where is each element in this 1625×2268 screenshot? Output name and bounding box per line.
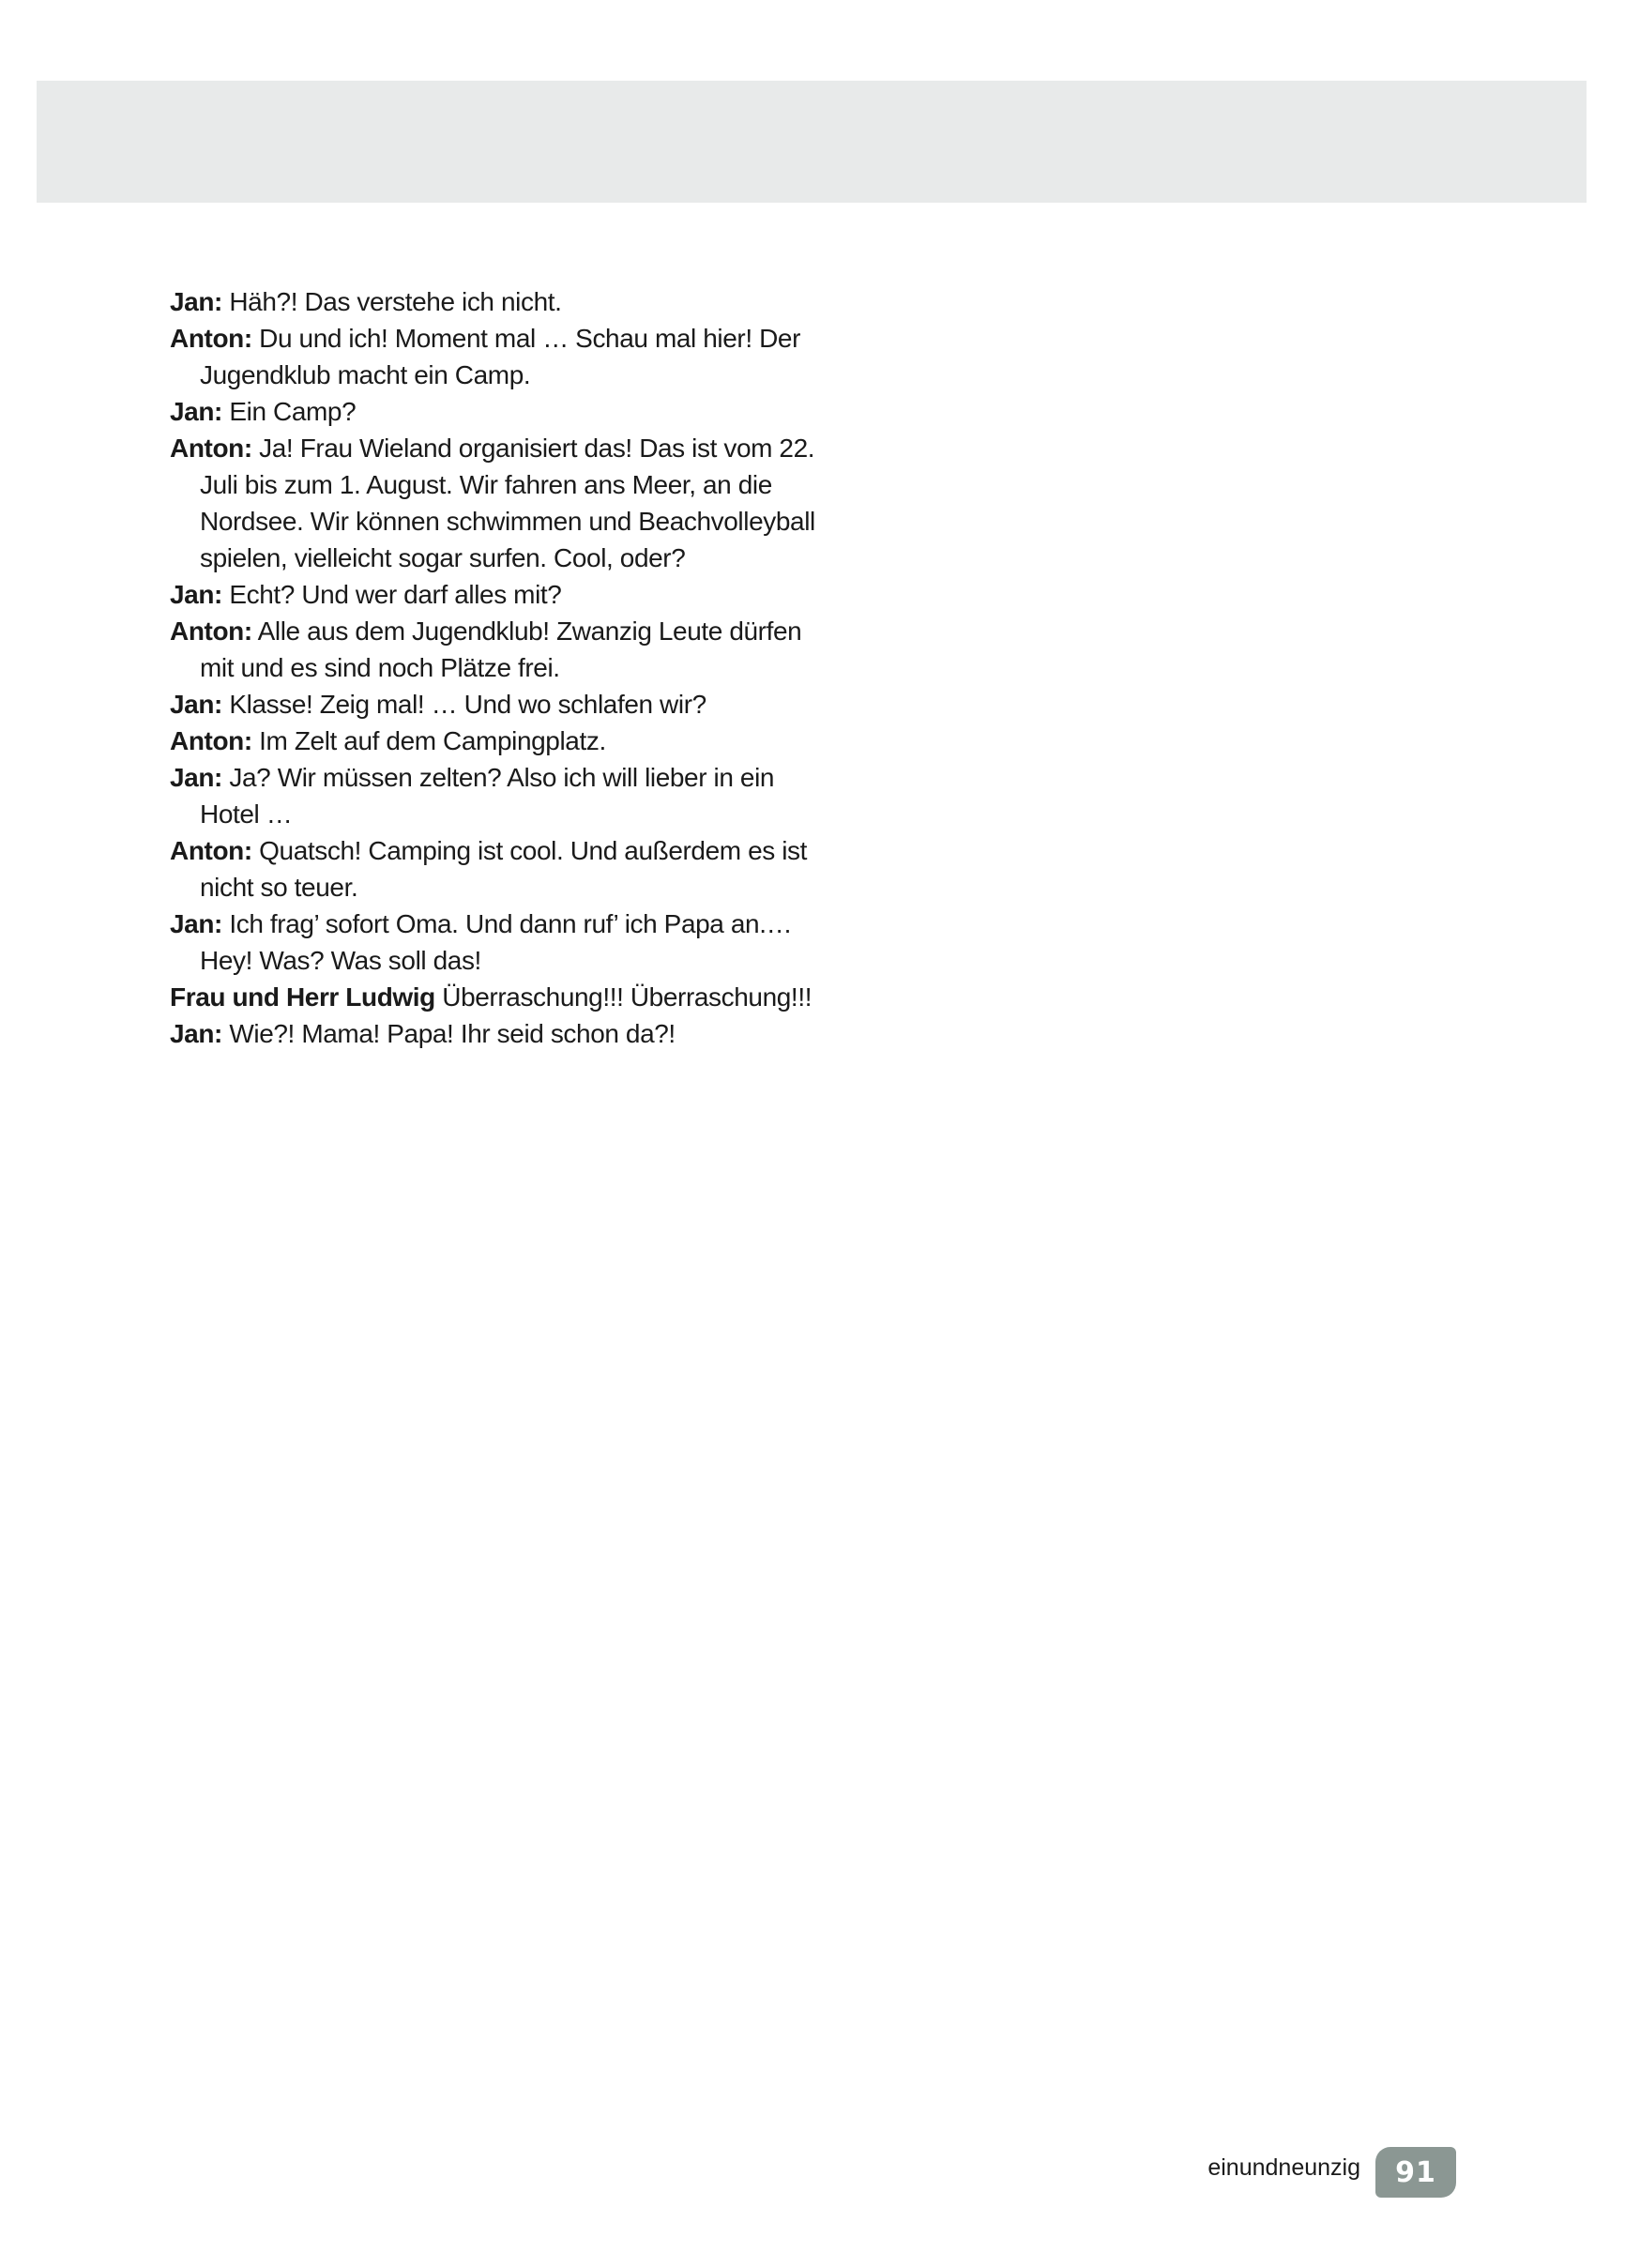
page-number-badge: 91 [1375, 2147, 1456, 2198]
speaker-name: Jan: [170, 690, 222, 719]
dialogue-line [170, 979, 827, 1015]
line-text: Alle aus dem Jugendklub! Zwanzig Leute dürfen mit und es sind noch Plätze frei. [200, 616, 802, 682]
line-text: Quatsch! Camping ist cool. Und außerdem es ist nicht so teuer. [200, 836, 808, 902]
line-text: Ja! Frau Wieland organisiert das! Das ist vom 22. Juli bis zum 1. August. Wir fahren ans Meer, an die Nordsee. Wir können schwimmen und Beachvolleyball spielen, vielleicht sogar surfen. Cool, oder? [200, 434, 815, 572]
speaker-name: Jan: [170, 287, 222, 316]
dialogue-line [170, 576, 827, 613]
dialogue-line [170, 320, 827, 393]
line-text: Klasse! Zeig mal! … Und wo schlafen wir? [221, 690, 706, 719]
dialogue-line [170, 393, 827, 430]
dialogue-line [170, 613, 827, 686]
dialogue-line [170, 1015, 827, 1052]
dialogue-line [170, 430, 827, 576]
speaker-name: Frau und Herr Ludwig [170, 982, 435, 1012]
speaker-name: Jan: [170, 763, 222, 792]
speaker-name: Anton: [170, 434, 252, 463]
speaker-name: Anton: [170, 836, 252, 865]
line-text: Ja? Wir müssen zelten? Also ich will lieber in ein Hotel … [200, 763, 775, 829]
speaker-name: Jan: [170, 909, 222, 938]
speaker-name: Anton: [170, 616, 252, 646]
line-text: Häh?! Das verstehe ich nicht. [221, 287, 562, 316]
dialogue-line [170, 832, 827, 906]
speaker-name: Jan: [170, 1019, 222, 1048]
header-band [37, 81, 1587, 203]
line-text: Wie?! Mama! Papa! Ihr seid schon da?! [221, 1019, 676, 1048]
speaker-name: Anton: [170, 726, 252, 755]
speaker-name: Jan: [170, 580, 222, 609]
line-text: Ein Camp? [221, 397, 357, 426]
line-text: Du und ich! Moment mal … Schau mal hier! Der Jugendklub macht ein Camp. [200, 324, 801, 389]
dialogue-line [170, 759, 827, 832]
speaker-name: Anton: [170, 324, 252, 353]
dialogue-line [170, 723, 827, 759]
page-number-word: einundneunzig [1207, 2154, 1360, 2181]
line-text: Ich frag’ sofort Oma. Und dann ruf’ ich Papa an.… Hey! Was? Was soll das! [200, 909, 793, 975]
dialogue-text [170, 283, 827, 1052]
dialogue-line [170, 686, 827, 723]
line-text: Im Zelt auf dem Campingplatz. [251, 726, 606, 755]
dialogue-line [170, 906, 827, 979]
line-text: Echt? Und wer darf alles mit? [221, 580, 562, 609]
dialogue-line [170, 283, 827, 320]
line-text: Überraschung!!! Überraschung!!! [434, 982, 812, 1012]
speaker-name: Jan: [170, 397, 222, 426]
